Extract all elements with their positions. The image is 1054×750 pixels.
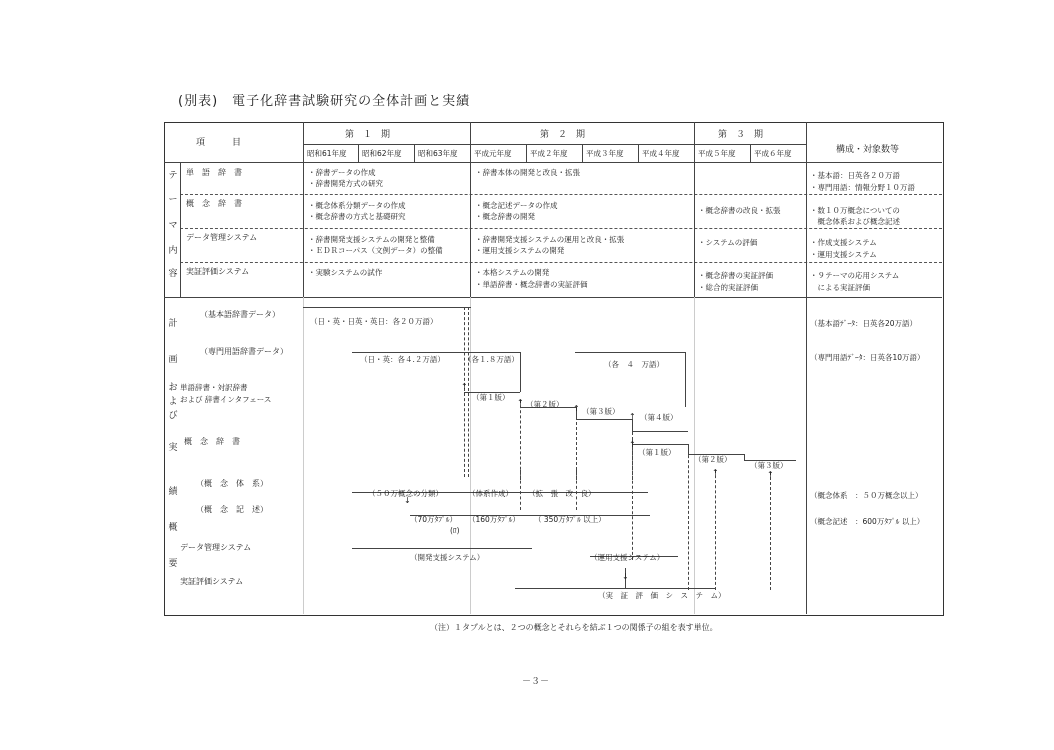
plan-label-char: び <box>168 411 178 421</box>
plan-label-char: よ <box>168 397 178 407</box>
plan-comp: （基本語ﾃﾞｰﾀ：日英各20万語） <box>810 319 918 328</box>
year-h3: 平成３年度 <box>586 149 624 158</box>
theme-cell: ・辞書データの作成 <box>308 168 376 177</box>
chart-label: （第３版） <box>582 407 620 416</box>
plan-label-char: 績 <box>168 487 178 497</box>
theme-cell: ・総合的実証評価 <box>698 283 758 292</box>
year-s63: 昭和63年度 <box>418 149 458 158</box>
theme-cell: ・辞書本体の開発と改良・拡張 <box>475 168 580 177</box>
year-h4: 平成４年度 <box>642 149 680 158</box>
theme-comp: ・専門用語：情報分野１０万語 <box>810 183 915 192</box>
theme-cell: ・ＥＤＲコーパス（文例データ）の整備 <box>308 246 443 255</box>
arrow-up-icon: ↑ <box>629 412 636 421</box>
theme-comp: による実証評価 <box>810 283 870 292</box>
theme-label-char: 内 <box>168 246 178 256</box>
plan-row-label: （基本語辞書データ） <box>200 310 280 319</box>
plan-label-char: 計 <box>168 319 178 329</box>
header-phase3: 第 ３ 期 <box>718 130 764 140</box>
chart-label: （第４版） <box>640 413 678 422</box>
theme-cell: ・システムの評価 <box>698 238 758 247</box>
footnote: （注）１タプルとは、２つの概念とそれらを結ぶ１つの関係子の組を表す単位。 <box>430 623 718 632</box>
theme-label-char: テ <box>168 171 178 181</box>
theme-cell: ・運用支援システムの開発 <box>475 246 565 255</box>
theme-comp: 概念体系および概念記述 <box>810 217 900 226</box>
plan-label-char: 概 <box>168 523 178 533</box>
year-h1: 平成元年度 <box>474 149 512 158</box>
theme-comp: ・数１０万概念についての <box>810 206 900 215</box>
plan-row-label: 単語辞書・対訳辞書 <box>180 383 248 392</box>
theme-comp: ・作成支援システム <box>810 238 877 247</box>
plan-comp: （概念体系 ：５０万概念以上） <box>810 491 923 500</box>
chart-label: （開発支援システム） <box>410 553 485 562</box>
theme-cell: ・概念辞書の実証評価 <box>698 271 773 280</box>
plan-row-label: （専門用語辞書データ） <box>200 347 288 356</box>
theme-cell: ・単語辞書・概念辞書の実証評価 <box>475 280 588 289</box>
plan-row-label: 実証評価システム <box>180 577 244 586</box>
theme-cell: ・概念記述データの作成 <box>475 201 558 210</box>
plan-row-label: （概 念 記 述） <box>196 505 268 514</box>
chart-label: （拡 張 改 良） <box>528 489 596 498</box>
plan-row-label: および 辞書インタフェース <box>180 395 272 404</box>
arrow-down-icon: ↓ <box>622 572 629 581</box>
chart-label: （第２版） <box>526 400 564 409</box>
plan-label-char: 実 <box>168 443 178 453</box>
theme-label-char: ー <box>168 195 178 205</box>
chart-label: （運用支援システム） <box>590 553 665 562</box>
theme-comp: ・９テーマの応用システム <box>810 271 900 280</box>
chart-label: （５０万概念の分類） <box>368 489 443 498</box>
page-title: (別表) 電子化辞書試験研究の全体計画と実績 <box>178 94 471 109</box>
theme-label-char: 容 <box>168 269 178 279</box>
page-number: －３－ <box>522 677 550 687</box>
theme-cell: ・概念体系分類データの作成 <box>308 201 406 210</box>
header-item: 項 目 <box>196 138 242 148</box>
plan-label-char: 要 <box>168 559 178 569</box>
year-h5: 平成５年度 <box>698 149 736 158</box>
theme-cell: ・本格システムの開発 <box>475 268 550 277</box>
chart-label: (ﾛ) <box>450 526 460 535</box>
theme-cell: ・辞書開発支援システムの開発と整備 <box>308 235 435 244</box>
theme-comp: ・基本語：日英各２０万語 <box>810 171 900 180</box>
chart-label: （日・英・日英・英日：各２０万語） <box>310 317 438 326</box>
theme-comp: ・運用支援システム <box>810 250 877 259</box>
arrow-up-icon: ↑ <box>767 470 774 479</box>
arrow-up-icon: ↑ <box>573 404 580 413</box>
theme-cell: ・辞書開発支援システムの運用と改良・拡張 <box>475 235 625 244</box>
plan-row-label: データ管理システム <box>180 543 252 552</box>
arrow-up-icon: ↑ <box>629 440 636 449</box>
chart-label: （第２版） <box>694 455 732 464</box>
year-s61: 昭和61年度 <box>307 149 347 158</box>
chart-label: （ 350万ﾀﾌﾟﾙ 以上） <box>534 515 606 524</box>
theme-row-name: 概 念 辞 書 <box>186 199 242 208</box>
header-composition: 構成・対象数等 <box>836 145 900 155</box>
theme-cell: ・辞書開発方式の研究 <box>308 179 383 188</box>
theme-cell: ・実験システムの試作 <box>308 268 383 277</box>
chart-label: （第１版） <box>638 448 676 457</box>
chart-label: （日・英：各４.２万語） <box>360 355 445 364</box>
year-s62: 昭和62年度 <box>362 149 402 158</box>
plan-label-char: お <box>168 383 178 393</box>
chart-label: （第１版） <box>472 393 510 402</box>
year-h6: 平成６年度 <box>754 149 792 158</box>
theme-label-char: マ <box>168 221 178 231</box>
header-phase1: 第 １ 期 <box>345 130 391 140</box>
chart-label: （第３版） <box>750 461 788 470</box>
theme-row-name: 実証評価システム <box>186 267 250 276</box>
theme-row-name: 単 語 辞 書 <box>186 168 242 177</box>
theme-cell: ・概念辞書の改良・拡張 <box>698 206 781 215</box>
chart-label: （160万ﾀﾌﾟﾙ） <box>468 515 520 524</box>
theme-cell: ・概念辞書の方式と基礎研究 <box>308 212 406 221</box>
header-phase2: 第 ２ 期 <box>540 130 586 140</box>
theme-row-name: データ管理システム <box>186 233 258 242</box>
chart-label: （70万ﾀﾌﾟﾙ） <box>410 515 458 524</box>
plan-label-char: 画 <box>168 355 178 365</box>
chart-label: （体系作成） <box>468 489 513 498</box>
chart-label: （実 証 評 価 シ ス テ ム） <box>598 591 726 600</box>
year-h2: 平成２年度 <box>530 149 568 158</box>
chart-label: （各１.８万語） <box>464 355 519 364</box>
chart-label: （各 ４ 万語） <box>604 360 664 369</box>
plan-row-label: （概 念 体 系） <box>196 479 268 488</box>
plan-comp: （専門用語ﾃﾞｰﾀ：日英各10万語） <box>810 353 925 362</box>
theme-cell: ・概念辞書の開発 <box>475 212 535 221</box>
arrow-up-icon: ↑ <box>712 468 719 477</box>
table-frame <box>164 122 944 616</box>
arrow-up-icon: ↑ <box>517 398 524 407</box>
plan-comp: （概念記述 ：600万ﾀﾌﾟﾙ 以上） <box>810 517 925 526</box>
arrow-down-icon: ↓ <box>404 496 411 505</box>
arrow-up-icon: ↑ <box>461 382 468 391</box>
plan-row-label: 概 念 辞 書 <box>184 437 240 446</box>
